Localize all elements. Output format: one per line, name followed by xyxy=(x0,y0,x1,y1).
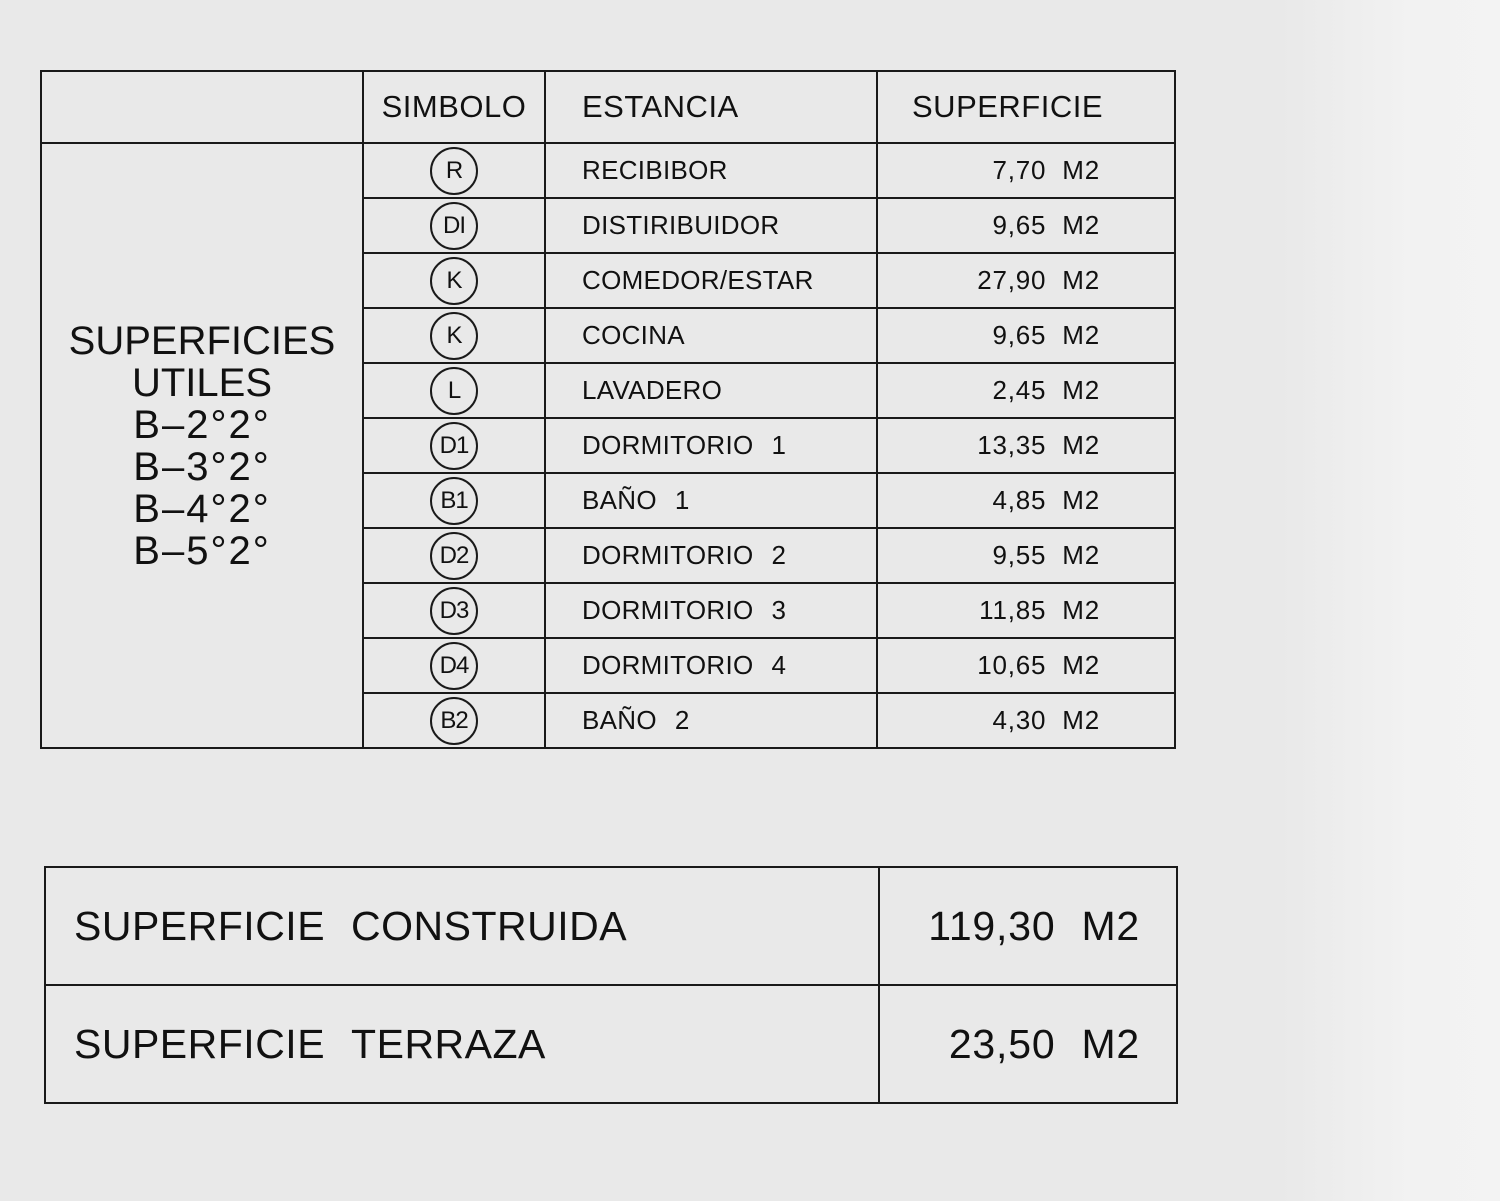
room-area-cell xyxy=(877,253,1175,308)
symbol-cell xyxy=(363,693,545,748)
symbol-cell xyxy=(363,418,545,473)
room-name: LAVADERO xyxy=(582,375,723,405)
area-unit: M2 xyxy=(1062,650,1100,680)
room-area-cell xyxy=(877,528,1175,583)
symbol-cell xyxy=(363,528,545,583)
symbol-cell xyxy=(363,143,545,198)
room-area: 13,35 xyxy=(977,430,1047,460)
room-symbol: L xyxy=(430,367,478,415)
total-label xyxy=(45,867,879,985)
room-name-cell xyxy=(545,143,877,198)
room-symbol: D3 xyxy=(430,587,478,635)
room-name-cell xyxy=(545,473,877,528)
header-superficie: SUPERFICIE xyxy=(877,71,1175,143)
total-value-cell xyxy=(879,867,1177,985)
room-area-cell xyxy=(877,583,1175,638)
table-header-row xyxy=(41,71,1175,143)
total-value: 119,30 xyxy=(928,902,1056,949)
table-row xyxy=(41,143,1175,198)
group-title-line1: SUPERFICIES xyxy=(68,318,336,363)
symbol-cell xyxy=(363,638,545,693)
room-area: 27,90 xyxy=(977,265,1047,295)
symbol-cell xyxy=(363,253,545,308)
room-name-cell xyxy=(545,363,877,418)
room-name: DISTIRIBUIDOR xyxy=(582,210,780,240)
room-name: COMEDOR/ESTAR xyxy=(582,265,814,295)
room-symbol: DI xyxy=(430,202,478,250)
symbol-cell xyxy=(363,198,545,253)
room-area-cell xyxy=(877,363,1175,418)
room-area-cell xyxy=(877,143,1175,198)
area-unit: M2 xyxy=(1062,210,1100,240)
total-label-word2: TERRAZA xyxy=(351,1020,546,1067)
total-label-word1: SUPERFICIE xyxy=(74,1020,326,1067)
area-unit: M2 xyxy=(1062,705,1100,735)
total-label-word1: SUPERFICIE xyxy=(74,902,326,949)
room-number: 4 xyxy=(771,650,787,680)
room-area-cell xyxy=(877,693,1175,748)
room-name: DORMITORIO xyxy=(582,540,754,570)
total-value-cell xyxy=(879,985,1177,1103)
totals-table xyxy=(44,866,1178,1104)
room-name-cell xyxy=(545,638,877,693)
area-unit: M2 xyxy=(1062,265,1100,295)
symbol-cell xyxy=(363,308,545,363)
room-name-cell xyxy=(545,693,877,748)
room-name-cell xyxy=(545,418,877,473)
room-area: 4,30 xyxy=(992,705,1047,735)
room-symbol: D2 xyxy=(430,532,478,580)
total-label xyxy=(45,985,879,1103)
group-floor: B–5°2° xyxy=(133,528,271,573)
room-symbol: R xyxy=(430,147,478,195)
room-name-cell xyxy=(545,583,877,638)
symbol-cell xyxy=(363,363,545,418)
room-name: DORMITORIO xyxy=(582,430,754,460)
room-name-cell xyxy=(545,528,877,583)
group-label-cell xyxy=(41,143,363,748)
group-title-line2: UTILES xyxy=(131,360,273,405)
room-area: 7,70 xyxy=(992,155,1047,185)
room-area-cell xyxy=(877,473,1175,528)
area-unit: M2 xyxy=(1062,430,1100,460)
room-area-cell xyxy=(877,308,1175,363)
areas-table xyxy=(40,70,1176,749)
room-symbol: D4 xyxy=(430,642,478,690)
room-name-cell xyxy=(545,253,877,308)
room-symbol: B2 xyxy=(430,697,478,745)
group-floor: B–3°2° xyxy=(133,444,271,489)
room-number: 2 xyxy=(771,540,787,570)
room-name: RECIBIBOR xyxy=(582,155,728,185)
header-symbol: SIMBOLO xyxy=(363,71,545,143)
room-number: 3 xyxy=(771,595,787,625)
area-unit: M2 xyxy=(1062,375,1100,405)
total-unit: M2 xyxy=(1081,1020,1140,1067)
room-number: 1 xyxy=(771,430,787,460)
room-symbol: B1 xyxy=(430,477,478,525)
room-number: 1 xyxy=(674,485,690,515)
header-blank-cell xyxy=(41,71,363,143)
total-value: 23,50 xyxy=(948,1020,1056,1067)
total-row-terraza xyxy=(45,985,1177,1103)
room-area: 9,65 xyxy=(992,320,1047,350)
room-name: DORMITORIO xyxy=(582,595,754,625)
room-area: 9,55 xyxy=(992,540,1047,570)
rooms-body xyxy=(41,143,1175,748)
room-name-cell xyxy=(545,198,877,253)
group-floor: B–2°2° xyxy=(133,402,271,447)
room-name: BAÑO xyxy=(582,485,657,515)
room-name: COCINA xyxy=(582,320,685,350)
room-name: DORMITORIO xyxy=(582,650,754,680)
total-label-word2: CONSTRUIDA xyxy=(351,902,628,949)
area-unit: M2 xyxy=(1062,155,1100,185)
room-area: 4,85 xyxy=(992,485,1047,515)
room-area: 11,85 xyxy=(979,595,1047,625)
room-area-cell xyxy=(877,638,1175,693)
room-name-cell xyxy=(545,308,877,363)
total-unit: M2 xyxy=(1081,902,1140,949)
symbol-cell xyxy=(363,583,545,638)
room-area: 9,65 xyxy=(992,210,1047,240)
room-symbol: K xyxy=(430,257,478,305)
room-area: 10,65 xyxy=(977,650,1047,680)
total-row-construida xyxy=(45,867,1177,985)
area-unit: M2 xyxy=(1062,320,1100,350)
area-unit: M2 xyxy=(1062,595,1100,625)
paper-edge-shade xyxy=(1280,0,1500,1201)
room-area: 2,45 xyxy=(992,375,1047,405)
area-unit: M2 xyxy=(1062,540,1100,570)
area-unit: M2 xyxy=(1062,485,1100,515)
room-area-cell xyxy=(877,418,1175,473)
room-area-cell xyxy=(877,198,1175,253)
header-estancia: ESTANCIA xyxy=(545,71,877,143)
room-symbol: D1 xyxy=(430,422,478,470)
symbol-cell xyxy=(363,473,545,528)
group-floor: B–4°2° xyxy=(133,486,271,531)
room-symbol: K xyxy=(430,312,478,360)
room-name: BAÑO xyxy=(582,705,657,735)
room-number: 2 xyxy=(674,705,690,735)
